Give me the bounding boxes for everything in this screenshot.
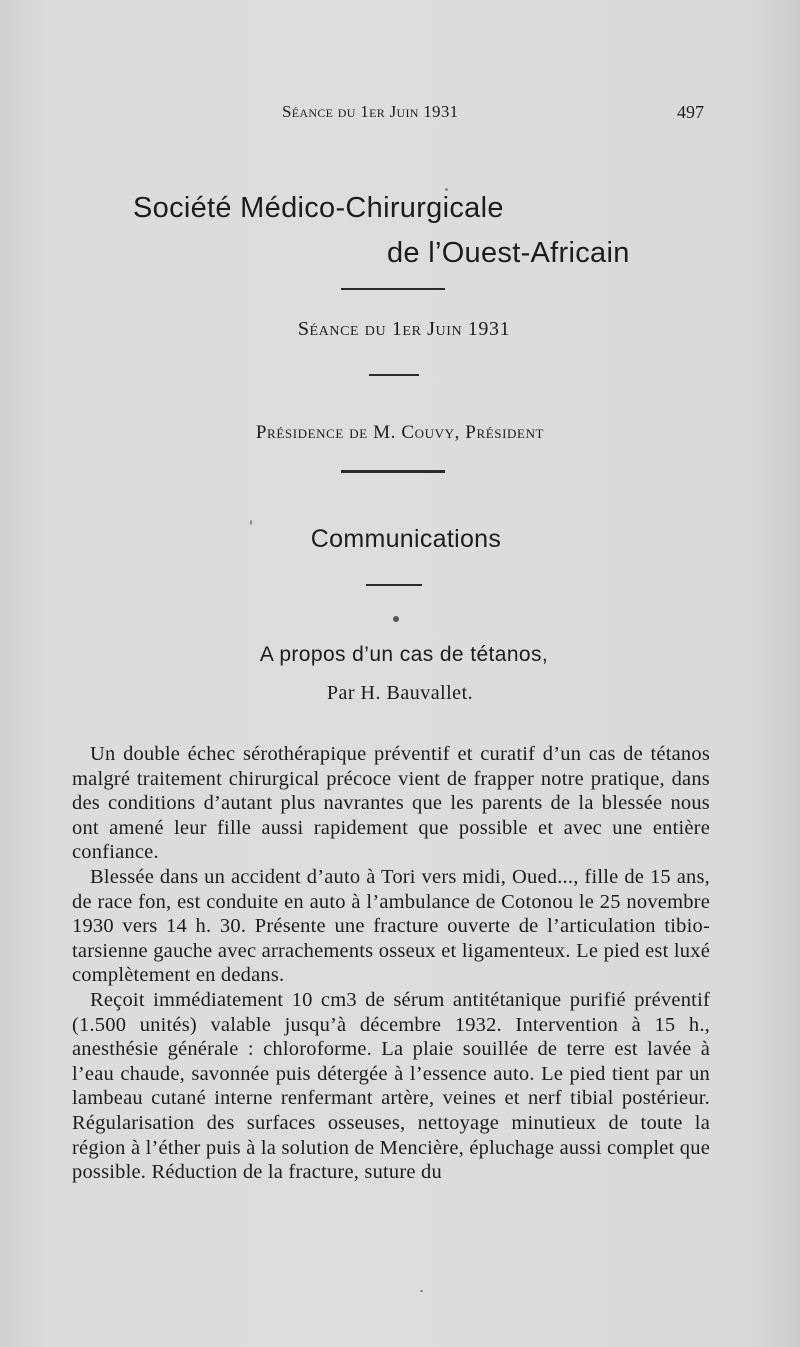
body-paragraph: Blessée dans un accident d’auto à Tori vers midi, Oued..., fille de 15 ans, de race fon, est conduite en auto à l’ambulance de Cotonou le 25 novembre 1930 vers 14 h. 30. Présente une fracture ouverte de l’articulation tibio-tarsienne gauche avec arrachements osseux et ligamenteux. Le pied est luxé complètement en dedans. <box>72 865 710 987</box>
section-title: Communications <box>310 525 502 553</box>
ornament-dot <box>393 616 399 622</box>
article-body <box>72 742 710 1185</box>
running-title: Séance du 1er Juin 1931 <box>282 102 459 121</box>
session-title: Séance du 1er Juin 1931 <box>297 318 511 340</box>
paper-speck <box>420 1290 423 1292</box>
body-paragraph: Un double échec sérothérapique préventif et curatif d’un cas de tétanos malgré traitement chirurgical précoce vient de frapper notre pratique, dans des conditions d’autant plus navrantes que les parents de la blessée nous ont amené leur fille aussi rapidement que possible et avec une entière confiance. <box>72 743 710 864</box>
society-name-line1: Société Médico-Chirurgicale <box>133 192 504 224</box>
divider-rule <box>341 470 445 473</box>
presidence-line: Présidence de M. Couvy, Président <box>255 422 545 443</box>
paper-speck <box>445 188 448 191</box>
divider-rule <box>369 374 419 376</box>
body-paragraph: Reçoit immédiatement 10 cm3 de sérum antitétanique purifié préventif (1.500 unités) valable jusqu’à décembre 1932. Intervention à 15 h., anesthésie générale : chloroforme. La plaie souillée de terre est lavée à l’eau chaude, savonnée puis détergée à l’essence auto. Le pied tient par un lambeau cutané interne renfermant artère, veines et nerf tibial postérieur. Régularisation des surfaces osseuses, nettoyage minutieux de toute la région à l’éther puis à la solution de Mencière, épluchage aussi complet que possible. Réduction de la fracture, suture du <box>72 988 710 1184</box>
running-head <box>0 102 800 130</box>
paper-speck <box>250 520 252 525</box>
society-name-line2: de l’Ouest-Africain <box>387 237 630 269</box>
article-title: A propos d’un cas de tétanos, <box>259 643 549 666</box>
divider-rule <box>341 288 445 290</box>
page-number: 497 <box>677 102 704 122</box>
article-byline: Par H. Bauvallet. <box>326 682 474 704</box>
divider-rule <box>366 584 422 586</box>
